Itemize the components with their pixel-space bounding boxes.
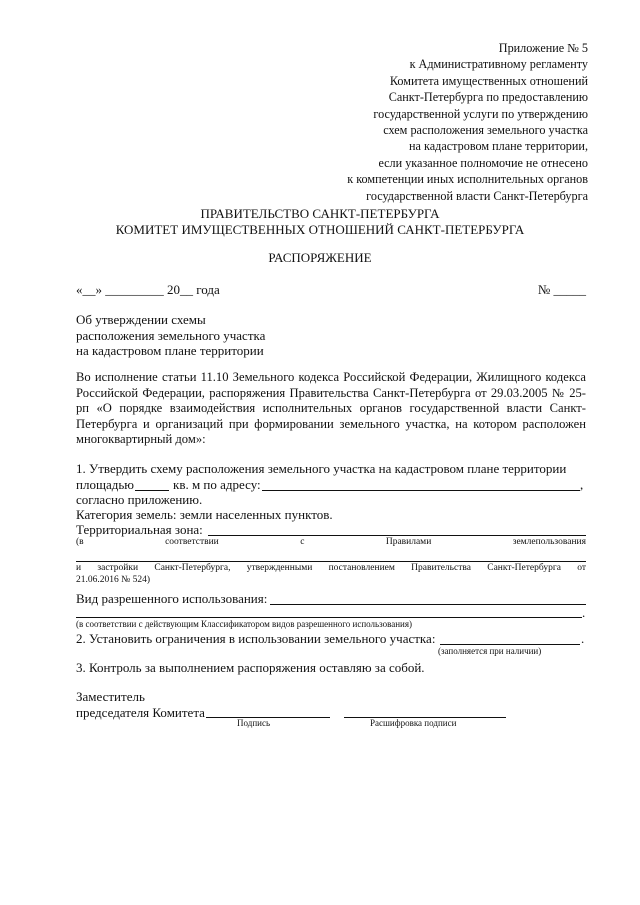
- zone-note-word: (в: [76, 537, 84, 547]
- preamble-paragraph: [76, 370, 586, 448]
- permitted-use-end: .: [582, 605, 586, 620]
- signature-caption: Подпись: [237, 718, 271, 728]
- header-line: Санкт-Петербурга по предоставлению: [388, 90, 588, 105]
- header-line: Комитета имущественных отношений: [389, 73, 588, 88]
- permitted-use-label: Вид разрешенного использования:: [76, 591, 268, 606]
- org-title-line1: ПРАВИТЕЛЬСТВО САНКТ-ПЕТЕРБУРГА: [200, 206, 440, 221]
- permitted-use-field-continued[interactable]: [76, 617, 582, 618]
- permitted-use-field[interactable]: [270, 604, 586, 605]
- zone-field-continued[interactable]: [76, 561, 586, 562]
- land-category: Категория земель: земли населенных пунктов.: [76, 507, 333, 522]
- item3-text: 3. Контроль за выполнением распоряжения оставляю за собой.: [76, 660, 425, 675]
- subject-line: на кадастровом плане территории: [76, 343, 264, 358]
- area-suffix: кв. м по адресу:: [173, 477, 261, 492]
- item1-line3: согласно приложению.: [76, 492, 203, 507]
- zone-note-word: с: [300, 537, 305, 547]
- address-end-comma: ,: [580, 477, 584, 492]
- header-line: государственной власти Санкт-Петербурга: [366, 188, 588, 203]
- date-line: «__» _________ 20__ года: [76, 282, 220, 297]
- document-type: РАСПОРЯЖЕНИЕ: [268, 250, 372, 265]
- org-title-line2: КОМИТЕТ ИМУЩЕСТВЕННЫХ ОТНОШЕНИЙ САНКТ-ПЕТЕРБУРГА: [115, 222, 525, 237]
- signatory-title-line2: председателя Комитета: [76, 705, 205, 720]
- header-line: к Административному регламенту: [409, 57, 588, 72]
- restrictions-note: (заполняется при наличии): [438, 646, 542, 656]
- item2-end: .: [581, 631, 585, 646]
- address-field[interactable]: [262, 490, 580, 491]
- zone-note-word: Правилами: [385, 537, 432, 547]
- subject-line: Об утверждении схемы: [76, 312, 206, 327]
- header-line: государственной услуги по утверждению: [373, 106, 588, 121]
- appendix-header: [347, 40, 588, 204]
- zone-note-line2: и застройки Санкт-Петербурга, утвержденными постановлением Правительства Санкт-Петербурга от: [76, 563, 586, 573]
- zone-note-word: землепользования: [512, 537, 586, 547]
- zone-note-line3: 21.06.2016 № 524): [76, 575, 150, 585]
- item1-line1: 1. Утвердить схему расположения земельного участка на кадастровом плане территории: [76, 461, 567, 476]
- area-field[interactable]: [135, 490, 169, 491]
- signatory-title-line1: Заместитель: [76, 689, 145, 704]
- zone-note-line1: [76, 537, 586, 547]
- header-line: к компетенции иных исполнительных органов: [347, 172, 588, 187]
- zone-note-word: соответствии: [165, 537, 219, 547]
- preamble-text: Во исполнение статьи 11.10 Земельного кодекса Российской Федерации, Жилищного кодекса Российской Федерации, распоряжения Правительства Санкт-Петербурга от 29.03.2005 № 25-рп «О порядке взаимодействия исполнительных органов государственной власти Санкт-Петербурга и организаций при формировании земельного участка, на котором расположен многоквартирный дом»:: [76, 370, 586, 447]
- subject-line: расположения земельного участка: [76, 328, 266, 343]
- header-line: Приложение № 5: [498, 41, 588, 55]
- item2-text: 2. Установить ограничения в использовании земельного участка:: [76, 631, 436, 646]
- header-line: схем расположения земельного участка: [383, 123, 588, 138]
- restrictions-field[interactable]: [440, 644, 580, 645]
- number-line: № _____: [537, 282, 586, 297]
- area-label: площадью: [76, 477, 134, 492]
- zone-label: Территориальная зона:: [76, 522, 203, 537]
- signature-decode-caption: Расшифровка подписи: [370, 718, 457, 728]
- zone-field[interactable]: [208, 535, 586, 536]
- permitted-use-note: (в соответствии с действующим Классификатором видов разрешенного использования): [76, 619, 413, 629]
- header-line: на кадастровом плане территории,: [409, 139, 588, 154]
- header-line: если указанное полномочие не отнесено: [378, 155, 588, 170]
